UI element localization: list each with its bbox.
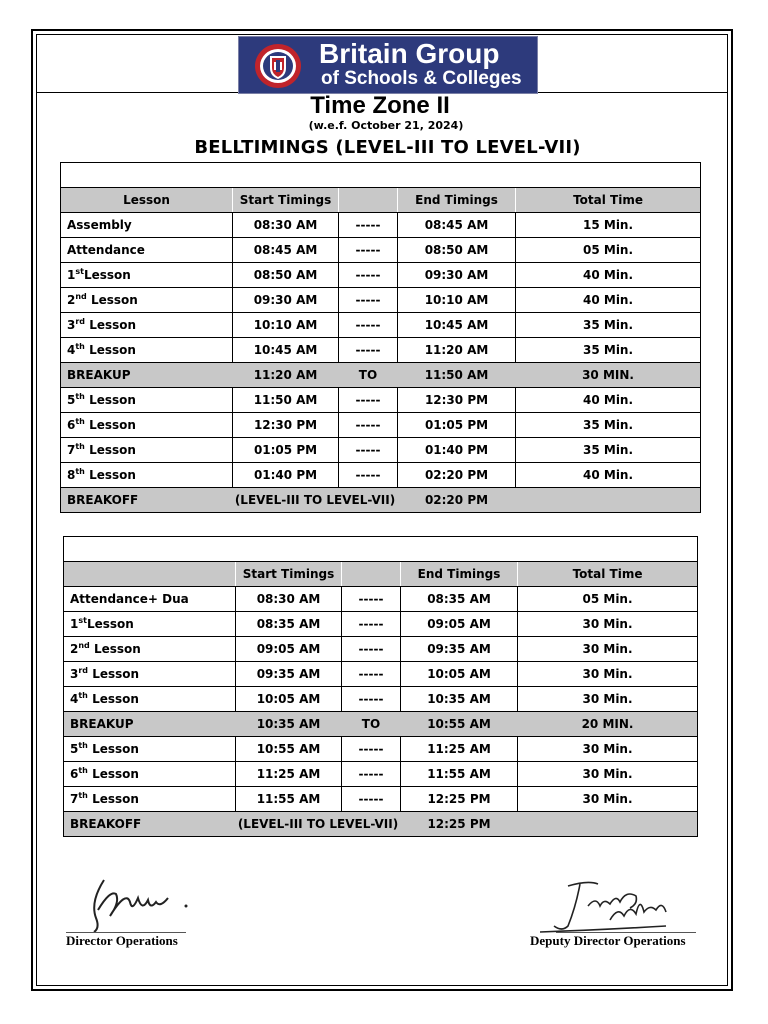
lesson-row <box>61 463 701 488</box>
director-signature <box>86 872 196 934</box>
total-time: 30 Min. <box>518 637 698 662</box>
bell-timings-title: BELLTIMINGS (LEVEL-III TO LEVEL-VII) <box>194 137 581 158</box>
time-separator: ----- <box>342 612 401 637</box>
lesson-label: Lesson <box>84 443 136 457</box>
column-header: Start Timings <box>236 562 342 587</box>
breakoff-empty <box>518 812 698 837</box>
lesson-ordinal-suffix: th <box>78 691 88 700</box>
end-time: 11:50 AM <box>398 363 516 388</box>
deputy-director-signature <box>540 876 680 936</box>
lesson-label: Lesson <box>88 667 140 681</box>
time-separator: ----- <box>339 438 398 463</box>
lesson-name <box>64 787 236 812</box>
column-header: Total Time <box>516 188 701 213</box>
column-header: Start Timings <box>233 188 339 213</box>
lesson-name <box>64 687 236 712</box>
lesson-number: 1 <box>70 617 79 631</box>
lesson-label: Lesson <box>85 318 137 332</box>
lesson-name <box>64 637 236 662</box>
end-time: 10:45 AM <box>398 313 516 338</box>
table-header-row <box>64 562 698 587</box>
table-caption <box>61 163 701 188</box>
lesson-number: 1 <box>67 268 76 282</box>
lesson-number: 6 <box>70 767 79 781</box>
lesson-row <box>64 737 698 762</box>
lesson-row <box>61 413 701 438</box>
start-time: 11:20 AM <box>233 363 339 388</box>
start-time: 01:05 PM <box>233 438 339 463</box>
director-operations-label: Director Operations <box>66 933 178 948</box>
breakoff-row <box>61 488 701 513</box>
timetable-2 <box>63 536 698 837</box>
lesson-label: Attendance+ Dua <box>70 592 189 606</box>
total-time: 40 Min. <box>516 288 701 313</box>
lesson-name <box>64 587 236 612</box>
time-separator: ----- <box>342 787 401 812</box>
lesson-row <box>64 587 698 612</box>
end-time: 09:05 AM <box>401 612 518 637</box>
lesson-ordinal-suffix: th <box>75 467 85 476</box>
breakoff-time: 02:20 PM <box>398 488 516 513</box>
time-separator: ----- <box>339 313 398 338</box>
end-time: 11:55 AM <box>401 762 518 787</box>
total-time: 30 Min. <box>518 737 698 762</box>
lesson-label: Attendance <box>67 243 145 257</box>
brand-name-line2: of Schools & Colleges <box>321 68 522 89</box>
lesson-row <box>61 313 701 338</box>
lesson-label: Lesson <box>87 692 139 706</box>
lesson-row <box>64 687 698 712</box>
lesson-number: 6 <box>67 418 76 432</box>
lesson-name <box>61 238 233 263</box>
end-time: 08:45 AM <box>398 213 516 238</box>
total-time: 05 Min. <box>516 238 701 263</box>
lesson-name <box>61 288 233 313</box>
time-separator: TO <box>339 363 398 388</box>
end-time: 10:10 AM <box>398 288 516 313</box>
table-caption <box>64 537 698 562</box>
time-zone-title: Time Zone II <box>310 92 450 119</box>
time-separator: TO <box>342 712 401 737</box>
lesson-number: 3 <box>70 667 79 681</box>
lesson-label: Lesson <box>84 418 136 432</box>
end-time: 12:25 PM <box>401 787 518 812</box>
timetable-1 <box>60 162 701 513</box>
lesson-number: 5 <box>67 393 76 407</box>
lesson-label: Lesson <box>89 642 141 656</box>
start-time: 10:05 AM <box>236 687 342 712</box>
time-separator: ----- <box>339 238 398 263</box>
lesson-label: BREAKUP <box>67 368 131 382</box>
lesson-ordinal-suffix: th <box>75 417 85 426</box>
start-time: 08:50 AM <box>233 263 339 288</box>
start-time: 12:30 PM <box>233 413 339 438</box>
time-separator: ----- <box>339 338 398 363</box>
end-time: 08:35 AM <box>401 587 518 612</box>
lesson-number: 4 <box>70 692 79 706</box>
total-time: 30 MIN. <box>516 363 701 388</box>
start-time: 08:35 AM <box>236 612 342 637</box>
time-separator: ----- <box>342 687 401 712</box>
lesson-ordinal-suffix: th <box>75 392 85 401</box>
column-header <box>342 562 401 587</box>
end-time: 10:55 AM <box>401 712 518 737</box>
total-time: 30 Min. <box>518 687 698 712</box>
start-time: 10:45 AM <box>233 338 339 363</box>
lesson-name <box>64 662 236 687</box>
breakoff-label: BREAKOFF <box>64 812 236 837</box>
start-time: 10:55 AM <box>236 737 342 762</box>
total-time: 35 Min. <box>516 438 701 463</box>
start-time: 08:30 AM <box>233 213 339 238</box>
total-time: 30 Min. <box>518 762 698 787</box>
lesson-number: 3 <box>67 318 76 332</box>
total-time: 20 MIN. <box>518 712 698 737</box>
lesson-ordinal-suffix: th <box>78 766 88 775</box>
lesson-ordinal-suffix: th <box>78 741 88 750</box>
start-time: 11:55 AM <box>236 787 342 812</box>
start-time: 10:35 AM <box>236 712 342 737</box>
lesson-label: Lesson <box>84 343 136 357</box>
lesson-row <box>64 662 698 687</box>
lesson-ordinal-suffix: th <box>75 442 85 451</box>
time-separator: ----- <box>342 662 401 687</box>
lesson-row <box>61 288 701 313</box>
table-header-row <box>61 188 701 213</box>
total-time: 35 Min. <box>516 338 701 363</box>
time-separator: ----- <box>339 263 398 288</box>
lesson-label: Lesson <box>84 393 136 407</box>
column-header: End Timings <box>398 188 516 213</box>
lesson-name <box>61 463 233 488</box>
lesson-number: 2 <box>70 642 79 656</box>
end-time: 10:05 AM <box>401 662 518 687</box>
time-separator: ----- <box>342 737 401 762</box>
total-time: 30 Min. <box>518 612 698 637</box>
breakoff-note: (LEVEL-III TO LEVEL-VII) <box>236 812 401 837</box>
lesson-name <box>61 213 233 238</box>
total-time: 35 Min. <box>516 413 701 438</box>
end-time: 10:35 AM <box>401 687 518 712</box>
end-time: 09:35 AM <box>401 637 518 662</box>
breakoff-note: (LEVEL-III TO LEVEL-VII) <box>233 488 398 513</box>
lesson-number: 7 <box>70 792 79 806</box>
time-separator: ----- <box>339 413 398 438</box>
lesson-row <box>61 438 701 463</box>
total-time: 05 Min. <box>518 587 698 612</box>
lesson-name <box>61 388 233 413</box>
lesson-name <box>61 263 233 288</box>
end-time: 11:20 AM <box>398 338 516 363</box>
total-time: 30 Min. <box>518 662 698 687</box>
lesson-name <box>61 438 233 463</box>
lesson-name <box>61 363 233 388</box>
time-separator: ----- <box>339 288 398 313</box>
lesson-label: Lesson <box>87 767 139 781</box>
start-time: 08:45 AM <box>233 238 339 263</box>
breakoff-label: BREAKOFF <box>61 488 233 513</box>
table-caption-row <box>64 537 698 562</box>
lesson-ordinal-suffix: th <box>78 791 88 800</box>
start-time: 01:40 PM <box>233 463 339 488</box>
lesson-name <box>61 313 233 338</box>
lesson-ordinal-suffix: nd <box>78 641 90 650</box>
end-time: 01:40 PM <box>398 438 516 463</box>
time-separator: ----- <box>342 637 401 662</box>
lesson-label: Lesson <box>86 617 134 631</box>
total-time: 30 Min. <box>518 787 698 812</box>
school-logo-banner <box>238 36 538 94</box>
time-separator: ----- <box>339 213 398 238</box>
total-time: 40 Min. <box>516 388 701 413</box>
lesson-row <box>64 787 698 812</box>
end-time: 02:20 PM <box>398 463 516 488</box>
lesson-label: BREAKUP <box>70 717 134 731</box>
start-time: 09:05 AM <box>236 637 342 662</box>
lesson-row <box>61 338 701 363</box>
school-crest-icon <box>253 42 303 90</box>
end-time: 09:30 AM <box>398 263 516 288</box>
lesson-ordinal-suffix: rd <box>75 317 86 326</box>
lesson-label: Lesson <box>84 468 136 482</box>
end-time: 11:25 AM <box>401 737 518 762</box>
lesson-number: 2 <box>67 293 76 307</box>
breakoff-row <box>64 812 698 837</box>
column-header: End Timings <box>401 562 518 587</box>
lesson-ordinal-suffix: nd <box>75 292 87 301</box>
breakup-row <box>61 363 701 388</box>
lesson-row <box>61 238 701 263</box>
column-header <box>64 562 236 587</box>
end-time: 12:30 PM <box>398 388 516 413</box>
effective-date: (w.e.f. October 21, 2024) <box>308 119 464 132</box>
lesson-row <box>64 637 698 662</box>
start-time: 11:25 AM <box>236 762 342 787</box>
lesson-number: 8 <box>67 468 76 482</box>
lesson-row <box>64 612 698 637</box>
start-time: 09:30 AM <box>233 288 339 313</box>
time-separator: ----- <box>342 762 401 787</box>
lesson-name <box>61 338 233 363</box>
lesson-label: Lesson <box>87 742 139 756</box>
total-time: 15 Min. <box>516 213 701 238</box>
lesson-label: Lesson <box>87 792 139 806</box>
lesson-row <box>61 388 701 413</box>
total-time: 35 Min. <box>516 313 701 338</box>
lesson-ordinal-suffix: rd <box>78 666 89 675</box>
lesson-name <box>64 712 236 737</box>
lesson-row <box>61 213 701 238</box>
total-time: 40 Min. <box>516 263 701 288</box>
lesson-name <box>61 413 233 438</box>
lesson-name <box>64 737 236 762</box>
lesson-number: 5 <box>70 742 79 756</box>
time-separator: ----- <box>339 463 398 488</box>
column-header: Lesson <box>61 188 233 213</box>
time-separator: ----- <box>339 388 398 413</box>
end-time: 01:05 PM <box>398 413 516 438</box>
lesson-label: Assembly <box>67 218 132 232</box>
lesson-name <box>64 762 236 787</box>
deputy-director-operations-label: Deputy Director Operations <box>530 933 686 948</box>
start-time: 11:50 AM <box>233 388 339 413</box>
start-time: 09:35 AM <box>236 662 342 687</box>
lesson-label: Lesson <box>86 293 138 307</box>
start-time: 08:30 AM <box>236 587 342 612</box>
column-header <box>339 188 398 213</box>
lesson-ordinal-suffix: th <box>75 342 85 351</box>
lesson-label: Lesson <box>83 268 131 282</box>
breakoff-empty <box>516 488 701 513</box>
lesson-ordinal-suffix: st <box>75 267 84 276</box>
lesson-name <box>64 612 236 637</box>
time-separator: ----- <box>342 587 401 612</box>
lesson-row <box>64 762 698 787</box>
lesson-number: 7 <box>67 443 76 457</box>
column-header: Total Time <box>518 562 698 587</box>
breakoff-time: 12:25 PM <box>401 812 518 837</box>
lesson-number: 4 <box>67 343 76 357</box>
total-time: 40 Min. <box>516 463 701 488</box>
lesson-row <box>61 263 701 288</box>
breakup-row <box>64 712 698 737</box>
lesson-ordinal-suffix: st <box>78 616 87 625</box>
start-time: 10:10 AM <box>233 313 339 338</box>
end-time: 08:50 AM <box>398 238 516 263</box>
brand-name-line1: Britain Group <box>319 38 500 69</box>
table-caption-row <box>61 163 701 188</box>
